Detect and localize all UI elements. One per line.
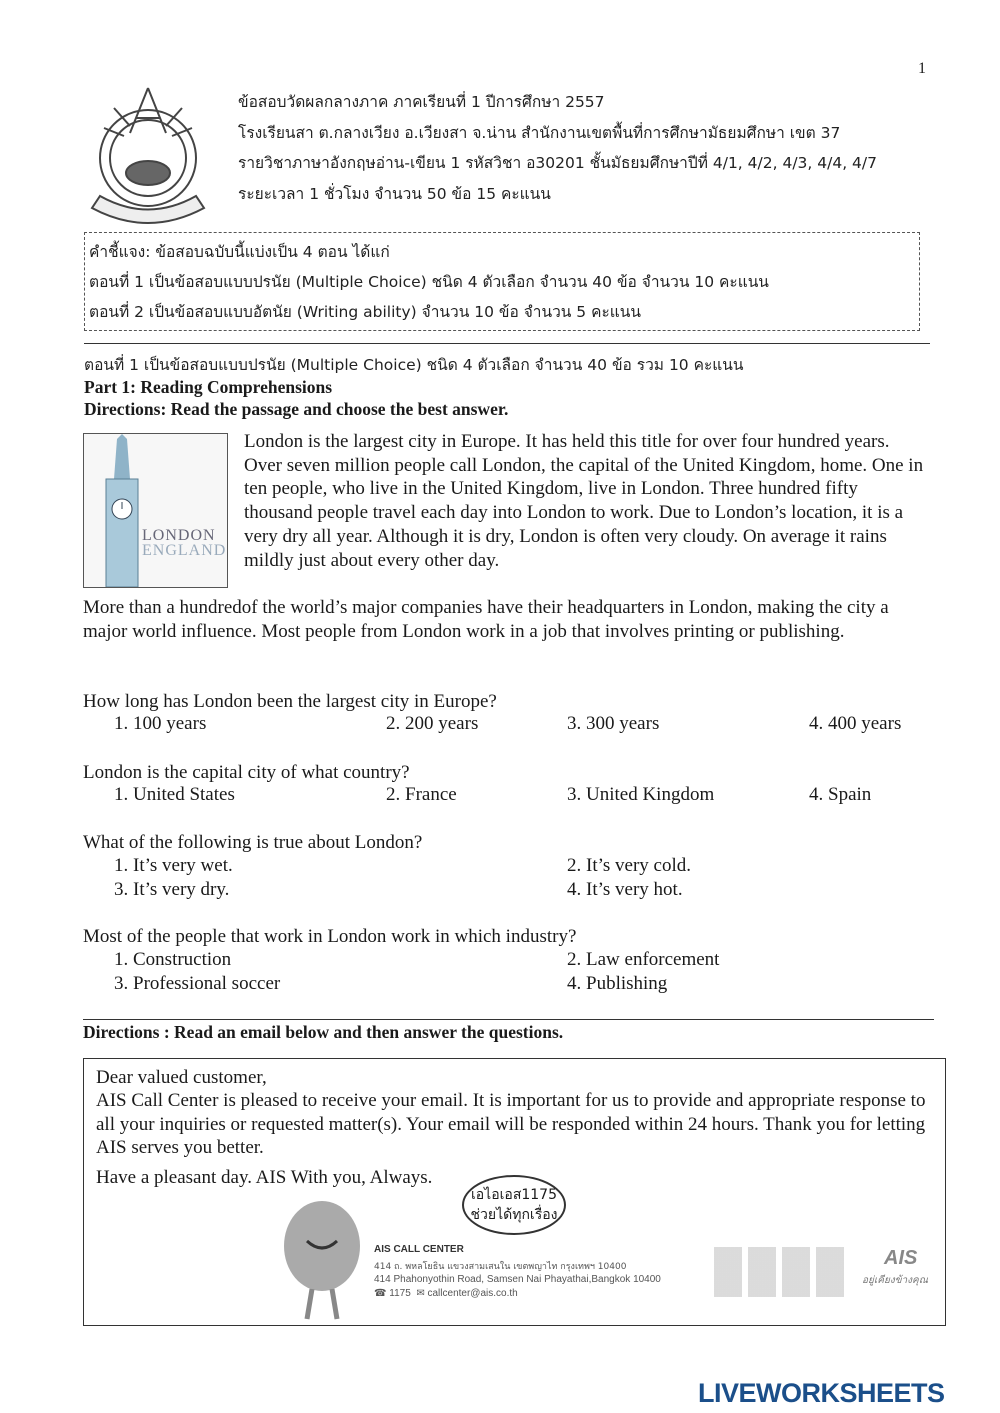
instructions-box [84,232,920,331]
question-1: How long has London been the largest city in Europe? [83,691,497,712]
option[interactable]: 1. 100 years [114,713,207,734]
instruction-line: คำชี้แจง: ข้อสอบฉบับนี้แบ่งเป็น 4 ตอน ได้แก่ [89,243,390,261]
email-box [83,1058,946,1326]
phone-number: 1175 [389,1288,411,1299]
image-caption: LONDON [142,527,216,544]
option[interactable]: 2. It’s very cold. [567,855,692,876]
email-body: AIS Call Center is pleased to receive your email. It is important for us to provide and appropriate response to all your inquiries or requested matter(s). Your email will be responded within 24 hours. Thank you for letting AIS serves you better. [96,1090,926,1159]
exam-header [238,89,877,206]
header-line: ระยะเวลา 1 ชั่วโมง จำนวน 50 ข้อ 15 คะแนน [238,184,551,203]
divider [83,1019,934,1020]
ais-brand: AIS [884,1247,918,1269]
option[interactable]: 1. It’s very wet. [114,855,233,876]
london-image [83,433,228,588]
liveworksheets-watermark: LIVEWORKSHEETS [698,1378,945,1408]
passage-paragraph-1: London is the largest city in Europe. It has held this title for over four hundred years. Over seven million people call London, the capital of the United Kingdom, home. One in ten people, who live in the United Kingdom, live in London. Three hundred fifty thousand people travel each day into London to work. Due to London’s location, it is a very dry all year. Although it is dry, London is often very cloudy. On average it rains mildly just about every other day. [244,431,924,571]
option[interactable]: 3. Professional soccer [114,973,281,994]
email-closing: Have a pleasant day. AIS With you, Always. [96,1167,433,1188]
part1-thai-heading: ตอนที่ 1 เป็นข้อสอบแบบปรนัย (Multiple Choice) ชนิด 4 ตัวเลือก จำนวน 40 ข้อ รวม 10 คะแนน [84,356,744,374]
header-line: ข้อสอบวัดผลกลางภาค ภาคเรียนที่ 1 ปีการศึกษา 2557 [238,93,605,111]
speech-bubble [462,1175,566,1235]
header-line: โรงเรียนสา ต.กลางเวียง อ.เวียงสา จ.น่าน สำนักงานเขตพื้นที่การศึกษามัธยมศึกษา เขต 37 [238,123,841,142]
option[interactable]: 1. Construction [114,949,232,970]
mail-icon: ✉ [416,1288,425,1299]
instruction-line: ตอนที่ 2 เป็นข้อสอบแบบอัตนัย (Writing ability) จำนวน 10 ข้อ จำนวน 5 คะแนน [89,303,641,321]
option[interactable]: 2. 200 years [386,713,479,734]
option[interactable]: 3. United Kingdom [567,784,715,805]
option[interactable]: 4. It’s very hot. [567,879,683,900]
option[interactable]: 2. Law enforcement [567,949,720,970]
part1-directions: Directions: Read the passage and choose the best answer. [84,399,509,419]
email-address: callcenter@ais.co.th [427,1288,518,1299]
option[interactable]: 2. France [386,784,457,805]
option[interactable]: 3. It’s very dry. [114,879,230,900]
image-caption: ENGLAND [142,542,227,559]
ais-mascot-icon [277,1191,367,1321]
option[interactable]: 1. United States [114,784,235,805]
question-3: What of the following is true about London? [83,832,423,853]
bubble-line: ช่วยได้ทุกเรื่อง [470,1207,558,1223]
option[interactable]: 4. Publishing [567,973,668,994]
part1-title: Part 1: Reading Comprehensions [84,377,333,397]
ais-service-logos [714,1247,844,1297]
school-logo [84,78,212,230]
passage-paragraph-2: More than a hundredof the world’s major companies have their headquarters in London, making the city a major world influence. Most people from London work in a job that involves printing or publishing. [83,597,889,642]
contact-line [374,1288,518,1299]
option[interactable]: 4. 400 years [809,713,902,734]
bubble-line: เอไอเอส1175 [470,1187,557,1203]
email-greeting: Dear valued customer, [96,1067,267,1088]
question-2: London is the capital city of what country? [83,762,410,783]
divider [84,343,930,344]
option[interactable]: 4. Spain [809,784,872,805]
address-english: 414 Phahonyothin Road, Samsen Nai Phayathai,Bangkok 10400 [374,1274,661,1285]
ais-slogan: อยู่เคียงข้างคุณ [862,1275,929,1286]
email-directions: Directions : Read an email below and then answer the questions. [83,1022,564,1042]
page-number: 1 [918,60,926,77]
address-thai: 414 ถ. พหลโยธิน แขวงสามเสนใน เขตพญาไท กรุงเทพฯ 10400 [374,1262,627,1272]
header-line: รายวิชาภาษาอังกฤษอ่าน-เขียน 1 รหัสวิชา อ30201 ชั้นมัธยมศึกษาปีที่ 4/1, 4/2, 4/3, 4/4, 4/7 [238,154,877,172]
question-4: Most of the people that work in London work in which industry? [83,926,577,947]
instruction-line: ตอนที่ 1 เป็นข้อสอบแบบปรนัย (Multiple Choice) ชนิด 4 ตัวเลือก จำนวน 40 ข้อ จำนวน 10 คะแนน [89,273,769,291]
call-center-title: AIS CALL CENTER [374,1244,464,1255]
phone-icon: ☎ [374,1288,387,1299]
option[interactable]: 3. 300 years [567,713,660,734]
